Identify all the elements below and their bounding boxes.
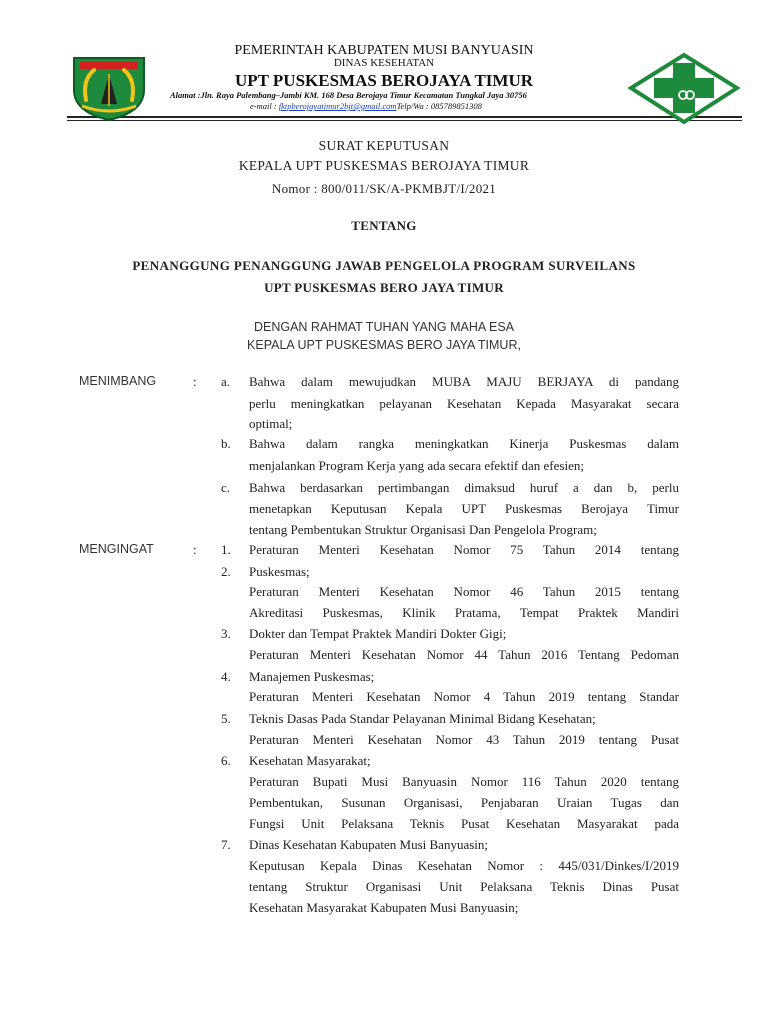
- mengingat-line: Manajemen Puskesmas;: [249, 669, 375, 684]
- menimbang-line: menetapkan Keputusan Kepala UPT Puskesmas Berojaya Timur: [249, 501, 679, 516]
- mengingat-colon: :: [193, 542, 197, 557]
- mengingat-line: tentang Struktur Organisasi Unit Pelaksana Teknis Dinas Pusat: [249, 879, 679, 894]
- list-marker: c.: [221, 480, 231, 495]
- list-marker: 2.: [221, 564, 231, 579]
- regency-emblem-logo: [68, 50, 150, 122]
- decree-title: SURAT KEPUTUSAN: [318, 138, 450, 153]
- menimbang-line: perlu meningkatkan pelayanan Kesehatan Kepada Masyarakat secara: [249, 396, 679, 411]
- letterhead-government: PEMERINTAH KABUPATEN MUSI BANYUASIN: [234, 43, 534, 58]
- list-marker: a.: [221, 374, 231, 389]
- list-marker: 6.: [221, 753, 231, 768]
- mengingat-line: Peraturan Menteri Kesehatan Nomor 44 Tahun 2016 Tentang Pedoman: [249, 647, 679, 662]
- mengingat-line: Dokter dan Tempat Praktek Mandiri Dokter Gigi;: [249, 626, 507, 641]
- mengingat-line: Keputusan Kepala Dinas Kesehatan Nomor : 445/031/Dinkes/I/2019: [249, 858, 679, 873]
- menimbang-colon: :: [193, 374, 197, 389]
- list-marker: b.: [221, 436, 231, 451]
- mengingat-line: Kesehatan Masyarakat;: [249, 753, 371, 768]
- mengingat-line: Puskesmas;: [249, 564, 310, 579]
- letterhead-department: DINAS KESEHATAN: [333, 57, 435, 69]
- decree-number: Nomor : 800/011/SK/A-PKMBJT/I/2021: [271, 181, 497, 196]
- list-marker: 4.: [221, 669, 231, 684]
- decree-subject-unit: UPT PUSKESMAS BERO JAYA TIMUR: [264, 280, 504, 295]
- list-marker: 5.: [221, 711, 231, 726]
- letterhead-institution: UPT PUSKESMAS BEROJAYA TIMUR: [234, 71, 534, 90]
- menimbang-line: tentang Pembentukan Struktur Organisasi Dan Pengelola Program;: [249, 522, 597, 537]
- email-label: e-mail :: [250, 101, 279, 111]
- mengingat-line: Peraturan Menteri Kesehatan Nomor 75 Tahun 2014 tentang: [249, 542, 679, 557]
- email-link[interactable]: fktpberojayatimur2bjt@gmail.com: [278, 101, 397, 111]
- head-line: KEPALA UPT PUSKESMAS BERO JAYA TIMUR,: [247, 338, 521, 352]
- list-marker: 1.: [221, 542, 231, 557]
- menimbang-line: Bahwa berdasarkan pertimbangan dimaksud huruf a dan b, perlu: [249, 480, 679, 495]
- list-marker: 3.: [221, 626, 231, 641]
- mengingat-line: Akreditasi Puskesmas, Klinik Pratama, Tempat Praktek Mandiri: [249, 605, 679, 620]
- mengingat-line: Dinas Kesehatan Kabupaten Musi Banyuasin;: [249, 837, 489, 852]
- tentang-heading: TENTANG: [351, 218, 417, 233]
- puskesmas-cross-logo: [627, 51, 741, 126]
- menimbang-line: menjalankan Program Kerja yang ada secara efektif dan efesien;: [249, 458, 584, 473]
- mengingat-label: MENGINGAT: [79, 542, 154, 556]
- letterhead-contact: [250, 101, 650, 111]
- menimbang-line: Bahwa dalam mewujudkan MUBA MAJU BERJAYA di pandang: [249, 374, 679, 389]
- rahmat-line: DENGAN RAHMAT TUHAN YANG MAHA ESA: [253, 320, 514, 334]
- mengingat-line: Peraturan Bupati Musi Banyuasin Nomor 116 Tahun 2020 tentang: [249, 774, 679, 789]
- letterhead-address: Alamat :Jln. Raya Palembang–Jambi KM. 168 Desa Berojaya Timur Kecamatan Tungkal Jaya 30756: [170, 90, 527, 100]
- mengingat-line: Fungsi Unit Pelaksana Teknis Pusat Kesehatan Masyarakat pada: [249, 816, 679, 831]
- phone-text: Telp/Wa : 085789851308: [396, 101, 482, 111]
- mengingat-line: Peraturan Menteri Kesehatan Nomor 43 Tahun 2019 tentang Pusat: [249, 732, 679, 747]
- mengingat-line: Teknis Dasas Pada Standar Pelayanan Minimal Bidang Kesehatan;: [249, 711, 596, 726]
- menimbang-line: optimal;: [249, 416, 293, 431]
- menimbang-line: Bahwa dalam rangka meningkatkan Kinerja Puskesmas dalam: [249, 436, 679, 451]
- mengingat-line: Peraturan Menteri Kesehatan Nomor 4 Tahun 2019 tentang Standar: [249, 689, 679, 704]
- mengingat-line: Kesehatan Masyarakat Kabupaten Musi Banyuasin;: [249, 900, 519, 915]
- mengingat-line: Pembentukan, Susunan Organisasi, Penjabaran Uraian Tugas dan: [249, 795, 679, 810]
- list-marker: 7.: [221, 837, 231, 852]
- decree-subject: PENANGGUNG PENANGGUNG JAWAB PENGELOLA PROGRAM SURVEILANS: [132, 258, 636, 273]
- decree-issuer: KEPALA UPT PUSKESMAS BEROJAYA TIMUR: [238, 158, 530, 173]
- menimbang-label: MENIMBANG: [79, 374, 157, 388]
- mengingat-line: Peraturan Menteri Kesehatan Nomor 46 Tahun 2015 tentang: [249, 584, 679, 599]
